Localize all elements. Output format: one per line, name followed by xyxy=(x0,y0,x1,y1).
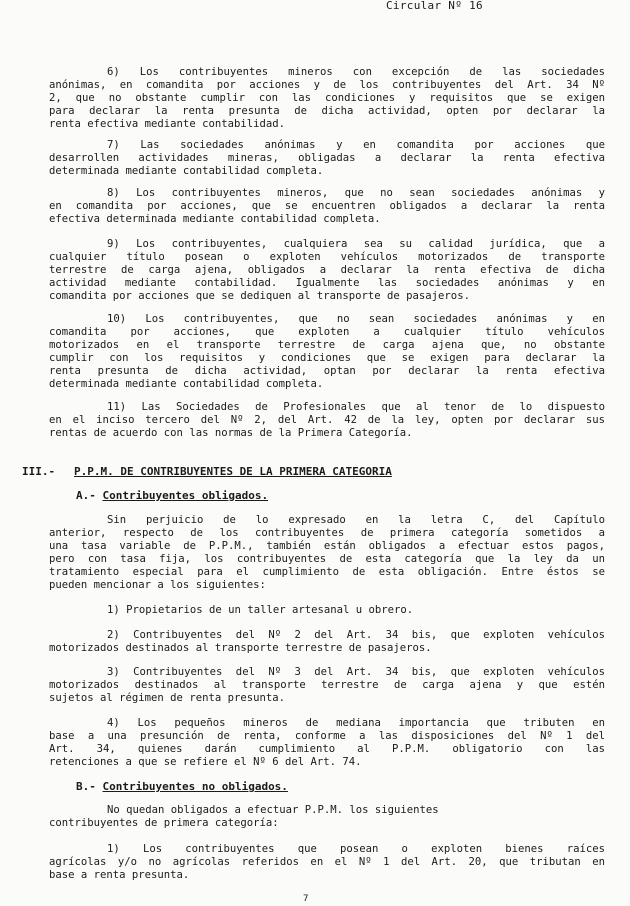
text-line: 1) Los contribuyentes que posean o exploten bienes raíces xyxy=(107,843,605,855)
text-line: renta efectiva mediante contabilidad. xyxy=(49,117,285,130)
text-line: 10) Los contribuyentes, que no sean sociedades anónimas y en xyxy=(107,313,605,325)
text-line: 2) Contribuyentes del Nº 2 del Art. 34 bis, que exploten vehículos xyxy=(107,629,605,641)
paragraph xyxy=(49,401,605,440)
text-line: en comandita por acciones, que se encuentren obligados a declarar la renta xyxy=(49,199,605,212)
text-line: contribuyentes de primera categoría: xyxy=(49,816,279,829)
text-line: 7) Las sociedades anónimas y en comandita por acciones que xyxy=(107,139,605,151)
paragraph xyxy=(49,139,605,178)
text-line: Art. 34, quienes darán cumplimiento al P.P.M. obligatorio con las xyxy=(49,742,605,755)
text-line: cualquier título posean o exploten vehículos motorizados de transporte xyxy=(49,250,605,263)
subsection-letter: A.- xyxy=(76,489,96,502)
text-line: No quedan obligados a efectuar P.P.M. los siguientes xyxy=(107,804,439,816)
page-number: 7 xyxy=(303,894,309,904)
paragraph xyxy=(49,187,605,226)
paragraph xyxy=(49,604,605,617)
text-line: desarrollen actividades mineras, obligadas a declarar la renta efectiva xyxy=(49,151,605,164)
paragraph xyxy=(49,666,605,705)
text-line: sujetos al régimen de renta presunta. xyxy=(49,691,285,704)
text-line: 9) Los contribuyentes, cualquiera sea su calidad jurídica, que a xyxy=(107,238,605,250)
text-line: 6) Los contribuyentes mineros con excepción de las sociedades xyxy=(107,66,605,78)
text-line: para declarar la renta presunta de dicha actividad, opten por declarar la xyxy=(49,104,605,117)
paragraph xyxy=(49,629,605,655)
text-line: 11) Las Sociedades de Profesionales que al tenor de lo dispuesto xyxy=(107,401,605,413)
text-line: tratamiento especial para el cumplimiento de esta obligación. Entre éstos se xyxy=(49,565,605,578)
text-line: en el inciso tercero del Nº 2, del Art. 42 de la ley, opten por declarar sus xyxy=(49,413,605,426)
text-line: una tasa variable de P.P.M., también están obligados a efectuar estos pagos, xyxy=(49,539,605,552)
text-line: determinada mediante contabilidad completa. xyxy=(49,377,324,390)
text-line: cumplir con los requisitos y condiciones que se exigen para declarar la xyxy=(49,351,605,364)
text-line: motorizados destinados al transporte terrestre de carga ajena y que estén xyxy=(49,678,605,691)
text-line: base a una presunción de renta, conforme a las disposiciones del Nº 1 del xyxy=(49,729,605,742)
text-line: 2, que no obstante cumplir con las condiciones y requisitos que se exigen xyxy=(49,91,605,104)
text-line: efectiva determinada mediante contabilidad completa. xyxy=(49,212,381,225)
text-line: pero con tasa fija, los contribuyentes de esta categoría que la ley da un xyxy=(49,552,605,565)
text-line: 1) Propietarios de un taller artesanal u obrero. xyxy=(107,604,414,616)
circular-header: Circular Nº 16 xyxy=(386,0,483,12)
text-line: 4) Los pequeños mineros de mediana importancia que tributen en xyxy=(107,717,605,729)
paragraph xyxy=(49,843,605,882)
text-line: comandita por acciones que se dediquen al transporte de pasajeros. xyxy=(49,289,470,302)
text-line: determinada mediante contabilidad completa. xyxy=(49,164,324,177)
text-line: agrícolas y/o no agrícolas referidos en el Nº 1 del Art. 20, que tributan en xyxy=(49,855,605,868)
paragraph xyxy=(49,313,605,390)
text-line: renta presunta de dicha actividad, optan por declarar la renta efectiva xyxy=(49,364,605,377)
text-line: 8) Los contribuyentes mineros, que no sean sociedades anónimas y xyxy=(107,187,605,199)
text-line: motorizados en el transporte terrestre de carga ajena que, no obstante xyxy=(49,338,605,351)
text-line: terrestre de carga ajena, obligados a declarar la renta efectiva de dicha xyxy=(49,263,605,276)
paragraph xyxy=(49,804,605,830)
text-line: comandita por acciones, que exploten a cualquier título vehículos xyxy=(49,325,605,338)
text-line: anónimas, en comandita por acciones y de los contribuyentes del Art. 34 Nº xyxy=(49,78,605,91)
subsection-b-heading xyxy=(76,781,288,794)
text-line: anterior, respecto de los contribuyentes de primera categoría sometidos a xyxy=(49,526,605,539)
paragraph xyxy=(49,514,605,591)
text-line: pueden mencionar a los siguientes: xyxy=(49,578,266,591)
paragraph xyxy=(49,717,605,769)
text-line: base a renta presunta. xyxy=(49,868,190,881)
text-line: Sin perjuicio de lo expresado en la letra C, del Capítulo xyxy=(107,514,605,526)
text-line: 3) Contribuyentes del Nº 3 del Art. 34 bis, que exploten vehículos xyxy=(107,666,605,678)
subsection-title: Contribuyentes no obligados. xyxy=(102,780,288,793)
paragraph xyxy=(49,238,605,303)
subsection-title: Contribuyentes obligados. xyxy=(102,489,269,502)
text-line: rentas de acuerdo con las normas de la Primera Categoría. xyxy=(49,426,413,439)
subsection-a-heading xyxy=(76,490,268,503)
text-line: retenciones a que se refiere el Nº 6 del Art. 74. xyxy=(49,755,362,768)
section-number: III.- xyxy=(22,465,56,478)
paragraph xyxy=(49,66,605,131)
text-line: motorizados destinados al transporte terrestre de pasajeros. xyxy=(49,641,432,654)
text-line: actividad mediante contabilidad. Igualmente las sociedades anónimas y en xyxy=(49,276,605,289)
section-iii-heading xyxy=(22,466,392,479)
subsection-letter: B.- xyxy=(76,780,96,793)
section-title: P.P.M. DE CONTRIBUYENTES DE LA PRIMERA CATEGORIA xyxy=(74,465,392,478)
